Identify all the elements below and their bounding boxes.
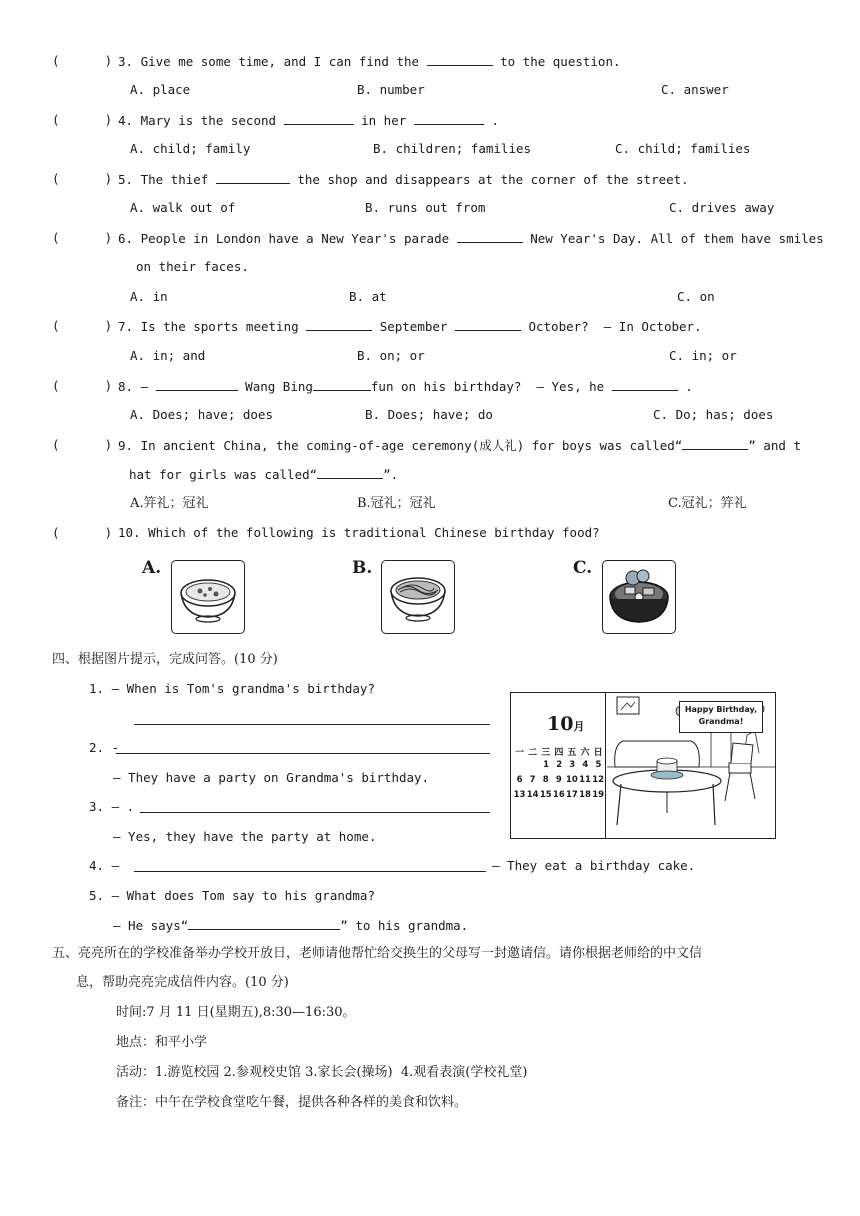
calendar-day: 10: [566, 775, 578, 785]
answer-line[interactable]: [134, 724, 490, 725]
calendar-day: 14: [526, 790, 539, 800]
calendar-weekday: 日: [593, 748, 603, 758]
option-c-label: C.: [573, 558, 593, 578]
answer-paren[interactable]: ( ): [52, 378, 113, 393]
question-text: 9. In ancient China, the coming-of-age ceremony(成人礼) for boys was called“ ” and t: [118, 438, 801, 453]
option-c: C.冠礼；笄礼: [668, 496, 747, 511]
option-c: C. Do; has; does: [653, 407, 774, 422]
section-heading-continued: 息，帮助亮亮完成信件内容。(10 分): [76, 975, 289, 990]
event-place: 地点：和平小学: [116, 1035, 208, 1050]
calendar-day: 7: [529, 775, 536, 785]
option-c: C. on: [677, 289, 715, 304]
fill-blank[interactable]: [455, 318, 521, 331]
fill-blank[interactable]: [682, 437, 748, 450]
calendar-day: 2: [556, 760, 563, 770]
event-time: 时间:7 月 11 日(星期五),8:30—16:30。: [116, 1005, 356, 1020]
section-heading: 五、亮亮所在的学校准备举办学校开放日，老师请他帮忙给交换生的父母写一封邀请信。请你根据老师给的中文信: [52, 946, 703, 961]
option-b: B. Does; have; do: [365, 407, 493, 422]
calendar-day: 16: [552, 790, 565, 800]
question-text: 4. Mary is the second in her .: [118, 113, 499, 128]
answer-paren[interactable]: ( ): [52, 53, 113, 68]
option-b: B. number: [357, 82, 425, 97]
calendar-day: 3: [569, 760, 576, 770]
option-c: C. in; or: [669, 348, 737, 363]
option-a: A.笄礼；冠礼: [130, 496, 209, 511]
calendar-day: 18: [579, 790, 591, 800]
calendar-weekdays: [513, 745, 605, 758]
calendar-row: [513, 775, 605, 785]
question-4-prefix: 4. —: [89, 858, 120, 873]
option-a: A. in; and: [130, 348, 206, 363]
question-2-prefix: 2. -: [89, 740, 120, 755]
calendar-weekday: 一: [515, 748, 525, 758]
option-a-label: A.: [142, 558, 162, 578]
question-2-answer: — They have a party on Grandma's birthday.: [113, 770, 430, 785]
answer-line[interactable]: [134, 871, 486, 872]
fill-blank[interactable]: [414, 112, 484, 125]
fill-blank[interactable]: [156, 378, 238, 391]
option-c: C. answer: [661, 82, 729, 97]
answer-paren[interactable]: ( ): [52, 112, 113, 127]
section-heading: 四、根据图片提示，完成问答。(10 分): [52, 652, 278, 667]
option-b: B. children; families: [373, 141, 532, 156]
fill-blank[interactable]: [188, 917, 340, 930]
calendar-row: [513, 790, 605, 800]
calendar-weekday: 三: [541, 748, 551, 758]
calendar-day: 19: [592, 790, 605, 800]
option-b: B. on; or: [357, 348, 425, 363]
question-1: 1. — When is Tom's grandma's birthday?: [89, 681, 375, 696]
question-4-answer: — They eat a birthday cake.: [492, 858, 696, 873]
event-activities: 活动：1.游览校园 2.参观校史馆 3.家长会(操场) 4.观看表演(学校礼堂): [116, 1065, 528, 1080]
fill-blank[interactable]: [313, 378, 371, 391]
calendar-day: 4: [582, 760, 589, 770]
answer-paren[interactable]: ( ): [52, 437, 113, 452]
option-c: C. child; families: [615, 141, 751, 156]
calendar-day: 6: [516, 775, 523, 785]
calendar-day: 12: [592, 775, 605, 785]
event-note: 备注：中午在学校食堂吃午餐，提供各种各样的美食和饮料。: [116, 1095, 468, 1110]
question-text: 7. Is the sports meeting September October? — In October.: [118, 319, 702, 334]
question-text: 10. Which of the following is traditional Chinese birthday food?: [118, 525, 600, 540]
answer-paren[interactable]: ( ): [52, 230, 113, 245]
calendar-day: 8: [542, 775, 549, 785]
option-b: B. runs out from: [365, 200, 486, 215]
answer-paren[interactable]: ( ): [52, 171, 113, 186]
calendar-row: [513, 760, 605, 770]
question-text-continued: hat for girls was called“ ”.: [129, 467, 399, 482]
question-text: 5. The thief the shop and disappears at the corner of the street.: [118, 172, 689, 187]
fill-blank[interactable]: [317, 466, 383, 479]
question-text: 3. Give me some time, and I can find the to the question.: [118, 54, 621, 69]
fill-blank[interactable]: [306, 318, 372, 331]
hotpot-dish-icon[interactable]: [602, 560, 676, 634]
calendar-day: 17: [566, 790, 578, 800]
question-5-answer: — He says“ ” to his grandma.: [113, 918, 469, 933]
question-text: 8. — Wang Bing fun on his birthday? — Yes, he .: [118, 379, 693, 394]
calendar-month: 10月: [547, 713, 585, 735]
option-a: A. Does; have; does: [130, 407, 273, 422]
calendar-weekday: 五: [567, 748, 577, 758]
option-a: A. child; family: [130, 141, 251, 156]
birthday-picture: [510, 692, 776, 839]
question-3-prefix: 3. — .: [89, 799, 135, 814]
answer-paren[interactable]: ( ): [52, 318, 113, 333]
fill-blank[interactable]: [612, 378, 678, 391]
noodles-bowl-icon[interactable]: [381, 560, 455, 634]
option-a: A. place: [130, 82, 191, 97]
question-5: 5. — What does Tom say to his grandma?: [89, 888, 375, 903]
calendar-weekday: 二: [528, 748, 538, 758]
fill-blank[interactable]: [216, 171, 290, 184]
calendar-weekday: 四: [554, 748, 564, 758]
calendar-day: 1: [543, 760, 550, 770]
answer-line[interactable]: [116, 753, 490, 754]
calendar-day: 5: [595, 760, 602, 770]
calendar-day: 11: [579, 775, 591, 785]
question-3-answer: — Yes, they have the party at home.: [113, 829, 377, 844]
answer-line[interactable]: [140, 812, 490, 813]
answer-paren[interactable]: ( ): [52, 525, 113, 540]
fill-blank[interactable]: [284, 112, 354, 125]
soup-bowl-icon[interactable]: [171, 560, 245, 634]
question-text: 6. People in London have a New Year's parade New Year's Day. All of them have smiles: [118, 231, 824, 246]
option-b: B. at: [349, 289, 387, 304]
calendar-day: 15: [539, 790, 552, 800]
fill-blank[interactable]: [427, 53, 493, 66]
option-c: C. drives away: [669, 200, 775, 215]
birthday-banner: Happy Birthday, Grandma!: [679, 701, 763, 733]
option-a: A. walk out of: [130, 200, 236, 215]
calendar-day: 9: [555, 775, 562, 785]
calendar-weekday: 六: [580, 748, 590, 758]
option-a: A. in: [130, 289, 168, 304]
option-b: B.冠礼；冠礼: [357, 496, 436, 511]
option-b-label: B.: [352, 558, 373, 578]
picture-divider: [605, 693, 606, 838]
fill-blank[interactable]: [457, 230, 523, 243]
question-text-continued: on their faces.: [136, 259, 249, 274]
calendar-day: 13: [513, 790, 526, 800]
